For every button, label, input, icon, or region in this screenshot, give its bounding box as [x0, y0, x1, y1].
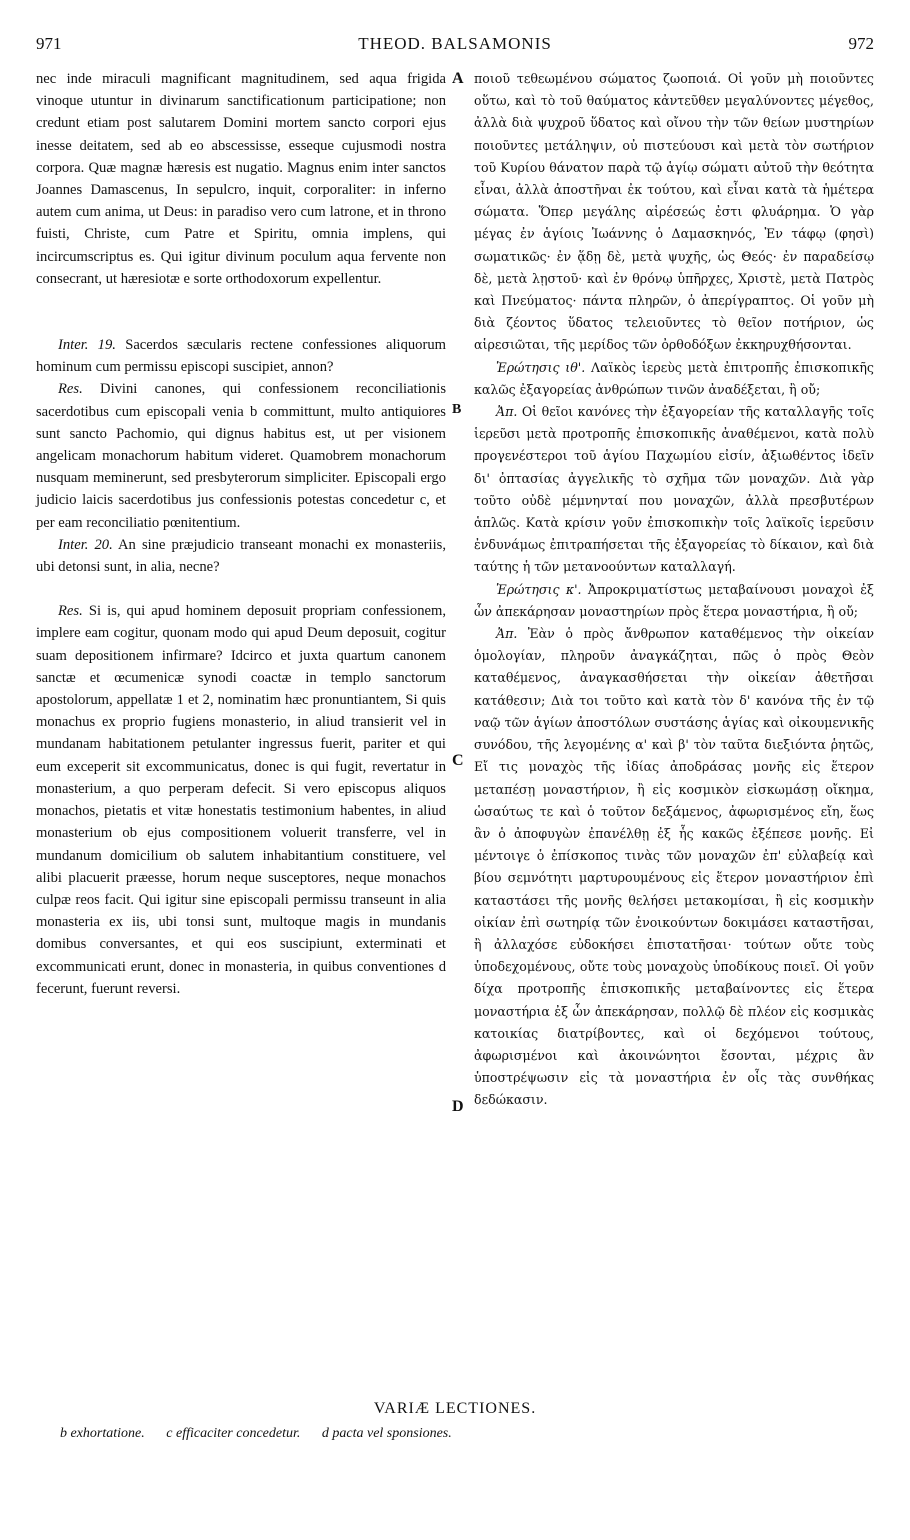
latin-column — [36, 68, 446, 1000]
question-label: Inter. 19. — [58, 337, 116, 354]
question-label: Ἐρώτησις ιθ'. — [496, 359, 586, 375]
question-label: Inter. 20. — [58, 536, 113, 553]
variae-lectiones-list — [60, 1426, 470, 1442]
variant-reading: b exhortatione. — [60, 1426, 145, 1441]
question-text: An sine præjudicio transeant monachi ex monasteriis, ubi detonsi sunt, in alia, necne? — [36, 536, 446, 576]
page-number-right: 972 — [848, 34, 874, 53]
variant-reading: c efficaciter concedetur. — [166, 1426, 301, 1441]
variae-lectiones-heading: VARIÆ LECTIONES. — [373, 1400, 537, 1417]
greek-response-19 — [474, 401, 874, 579]
latin-question-19 — [36, 334, 446, 378]
response-text: Divini canones, qui confessionem reconciliationis sacerdotibus cum episcopali venia b committunt, multo antiquiores sunt sancto Pachomio, qui dignus habitus est, ut per visionem angelicam monachorum habitum videret. Quamobrem monachorum nusquam meminerunt, sed presbyterorum simpliciter. Episcopali ergo judicio laicis sacerdotibus jus confessionis potestas concedetur c, et per eam reconciliatio pœnitentium. — [36, 381, 446, 531]
latin-question-20 — [36, 534, 446, 578]
margin-marker-a: A — [452, 70, 464, 87]
latin-response-20 — [36, 600, 446, 1000]
response-label: Ἀπ. — [496, 626, 518, 642]
response-label: Res. — [58, 381, 83, 398]
margin-marker-d: D — [452, 1098, 464, 1115]
latin-response-19 — [36, 378, 446, 533]
response-text: Οἱ θεῖοι κανόνες τὴν ἐξαγορείαν τῆς καταλλαγῆς τοῖς ἱερεῦσι μετὰ προτροπῆς ἐπισκοπικῆς ἀναθέμενοι, κατὰ πολὺ προγενέστεροι τοῦ ἁγίου Παχωμίου εἰσίν, ἀξιωθέντος ἰδεῖν δι' ὀπτασίας ἀγγελικῆς τὸ σχῆμα τῶν μοναχῶν. Διὰ γὰρ τοῦτο οὐδὲ μέμνηνταί που μοναχῶν, ἀλλὰ πρεσβυτέρων ἁπλῶς. Κατὰ κρίσιν γοῦν ἐπισκοπικὴν τοῖς λαϊκοῖς ἱερεῦσιν ἐνδυνάμως ἐπιτραπήσεται τῆς ἐξαγορείας τὸ δίκαιον, καὶ διὰ ταύτης ἡ τῶν μετανοούντων καταλλαγή. — [474, 404, 874, 575]
response-text: Si is, qui apud hominem deposuit propriam confessionem, implere eam cogitur, quonam modo qui apud Deum deposuit, cogitur suam depositionem infirmare? Idcirco et juxta quartum canonem sanctæ et œcumenicæ synodi coactæ in templo sanctorum apostolorum, appellatæ 1 et 2, nominatim hæc pronuntiantem, Si quis monachus ex proprio fugiens monasterio, in aliud transierit vel in mundanam habitationem petulanter ingressus fuerit, pariter et qui eum exceperit sit excommunicatus, donec is qui fugit, revertatur in monasterium, a quo perperam defecit. Si vero episcopus aliquos monachos, pietatis et vitæ honestatis testimonium habentes, in aliud monasterium ob ejus compositionem voluerit transferre, vel in mundanum domicilium ob salutem inhabitantium constituere, vel alibi placuerit præesse, horum neque susceptores, neque monachos culpæ reos facit. Qui igitur sine episcopali permissu transeunt in alia monasteria ex iis, ubi tonsi sunt, multoque magis in mundanis domibus conversantes, et qui eos suscipiunt, exterminati et excommunicati erunt, donec in monasteria, in quibus conventiones d fecerunt, fuerunt reversi. — [36, 603, 446, 997]
margin-marker-b: B — [452, 402, 462, 417]
page-number-left: 971 — [36, 34, 62, 53]
question-text: Sacerdos sæcularis rectene confessiones aliquorum hominum cum permissu episcopi suscipiet, annon? — [36, 337, 446, 376]
greek-question-19 — [474, 357, 874, 401]
greek-question-20 — [474, 579, 874, 623]
response-text: Ἐὰν ὁ πρὸς ἄνθρωπον καταθέμενος τὴν οἰκείαν ὁμολογίαν, πληροῦν ἀναγκάζηται, πῶς ὁ πρὸς Θεὸν καταθέμενος, ἀναγκασθήσεται τὴν οἰκείαν ἀθετῆσαι κατάθεσιν; Διὰ τοι τοῦτο καὶ κατὰ τὸν δ' κανόνα τῆς ἐν τῷ ναῷ τῶν ἁγίων ἀποστόλων συστάσης ἁγίας καὶ οἰκουμενικῆς συνόδου, τῆς λεγομένης α' καὶ β' τὸν ταῦτα διεξιόντα ῥητῶς, Εἴ τις μοναχὸς τῆς ἰδίας ἀποδράσας μονῆς εἰς ἕτερον μεταπέσῃ μοναστήριον, ἢ εἰς κοσμικὸν εἰσκωμάσῃ οἴκημα, ὡσαύτως τε καὶ ὁ τοῦτον δεξάμενος, ἀφωρισμένος εἴη, ἕως ἂν ὁ ἀποφυγὼν ἐπανέλθῃ ἐξ ἧς κακῶς ἐξέπεσε μονῆς. Εἰ μέντοιγε ὁ ἐπίσκοπος τινὰς τῶν μοναχῶν ἐπ' εὐλαβείᾳ καὶ βίου σεμνότητι μαρτυρουμένους εἰς ἕτερον μοναστήριον ἐπὶ καταστάσει τῆς μονῆς θελήσει μετακομίσαι, ἢ εἰς κοσμικὴν οἰκίαν ἐπὶ σωτηρίᾳ τῶν ἐνοικούντων δοκιμάσει καταστῆσαι, ἢ ἀλλαχόσε εὐδοκήσει ἐπιστατῆσαι· τούτων οὔτε τοὺς ὑποδεχομένους, οὔτε τοὺς μοναχοὺς ὑποδίκους ποιεῖ. Οἱ γοῦν δίχα προτροπῆς ἐπισκοπικῆς μεταβαίνοντες εἰς ἕτερα μοναστήρια ἐξ ὧν ἀπεκάρησαν, πολλῷ δὲ πλέον εἰς κοσμικὰς κατοικίας διατρίβοντες, καὶ οἱ δεχόμενοι τούτους, ἀφωρισμένοι καὶ ἀκοινώνητοι ἔσονται, μέχρις ἂν ὑποστρέψωσιν εἰς τὰ μοναστήρια ἐν οἷς τὰς συνθήκας δεδώκασιν. — [474, 626, 874, 1108]
latin-paragraph-1: nec inde miraculi magnificant magnitudinem, sed aqua frigida vinoque utuntur in divinarum sanctificationum participatione; non credunt etiam post salutarem Domini mortem sancto corpori ejus inesse deitatem, sed ab eo abscessisse, esseque cujusmodi nostra corpora. Quæ magnæ hæresis est nugatio. Magnus enim inter sanctos Joannes Damascenus, In sepulcro, inquit, corporaliter: in inferno autem cum anima, ut Deus: in paradiso vero cum latrone, et in throno fuisti, Christe, cum Patre et Spiritu, omnia implens, qui incircumscriptus es. Qui igitur divinum poculum aqua fervente non consecrant, ut hæresiotæ e sorte orthodoxorum expellentur. — [36, 71, 446, 287]
question-text: Ἀπροκριματίστως μεταβαίνουσι μοναχοὶ ἐξ ὧν ἀπεκάρησαν μοναστηρίων πρὸς ἕτερα μοναστήρια, ἢ οὔ; — [474, 581, 874, 619]
margin-marker-c: C — [452, 752, 464, 769]
question-label: Ἐρώτησις κ'. — [496, 581, 582, 597]
running-title: THEOD. BALSAMONIS — [358, 34, 552, 53]
question-text: Λαϊκὸς ἱερεὺς μετὰ ἐπιτροπῆς ἐπισκοπικῆς καλῶς ἐξαγορείας ἀνθρώπων τινῶν ἀναδέξεται, ἢ οὔ; — [474, 359, 874, 397]
greek-paragraph-1: ποιοῦ τεθεωμένου σώματος ζωοποιά. Οἱ γοῦν μὴ ποιοῦντες οὕτω, καὶ τὸ τοῦ θαύματος κἀντεῦθεν μεγαλύνοντες μέγεθος, ἀλλὰ διὰ ψυχροῦ ὕδατος καὶ οἴνου τὴν τῶν θείων μυστηρίων ποιοῦντες μετάληψιν, οὐ πιστεύουσι καὶ μετὰ τὸν σωτήριον τοῦ Κυρίου θάνατον παρὰ τῷ ἁγίῳ σώματι αὐτοῦ τὴν θεότητα εἶναι, ἀλλὰ ἀποστῆναι ἐκ τούτου, καὶ εἶναι κατὰ τὰ ἡμέτερα σώματα. Ὅπερ μεγάλης αἱρέσεώς ἐστι φλυάρημα. Ὁ γὰρ μέγας ἐν ἁγίοις Ἰωάννης ὁ Δαμασκηνός, Ἐν τάφῳ (φησὶ) σωματικῶς· ἐν ᾅδῃ δὲ, μετὰ ψυχῆς, ὡς Θεός· ἐν παραδείσῳ δὲ, μετὰ λῃστοῦ· καὶ ἐν θρόνῳ ὑπῆρχες, Χριστὲ, μετὰ Πατρὸς καὶ Πνεύματος· πάντα πληρῶν, ὁ ἀπερίγραπτος. Οἱ γοῦν μὴ διὰ ζέοντος ὕδατος τελειοῦντες τὸ θεῖον ποτήριον, ὡς αἱρεσιῶται, τῆς μερίδος τῶν ὀρθοδόξων ἐκκηρυχθήσονται. — [474, 71, 874, 353]
variant-reading: d pacta vel sponsiones. — [321, 1426, 452, 1441]
greek-response-20 — [474, 623, 874, 1111]
response-label: Ἀπ. — [496, 404, 518, 420]
greek-column — [474, 68, 874, 1112]
response-label: Res. — [58, 603, 83, 620]
page-header — [36, 34, 874, 60]
